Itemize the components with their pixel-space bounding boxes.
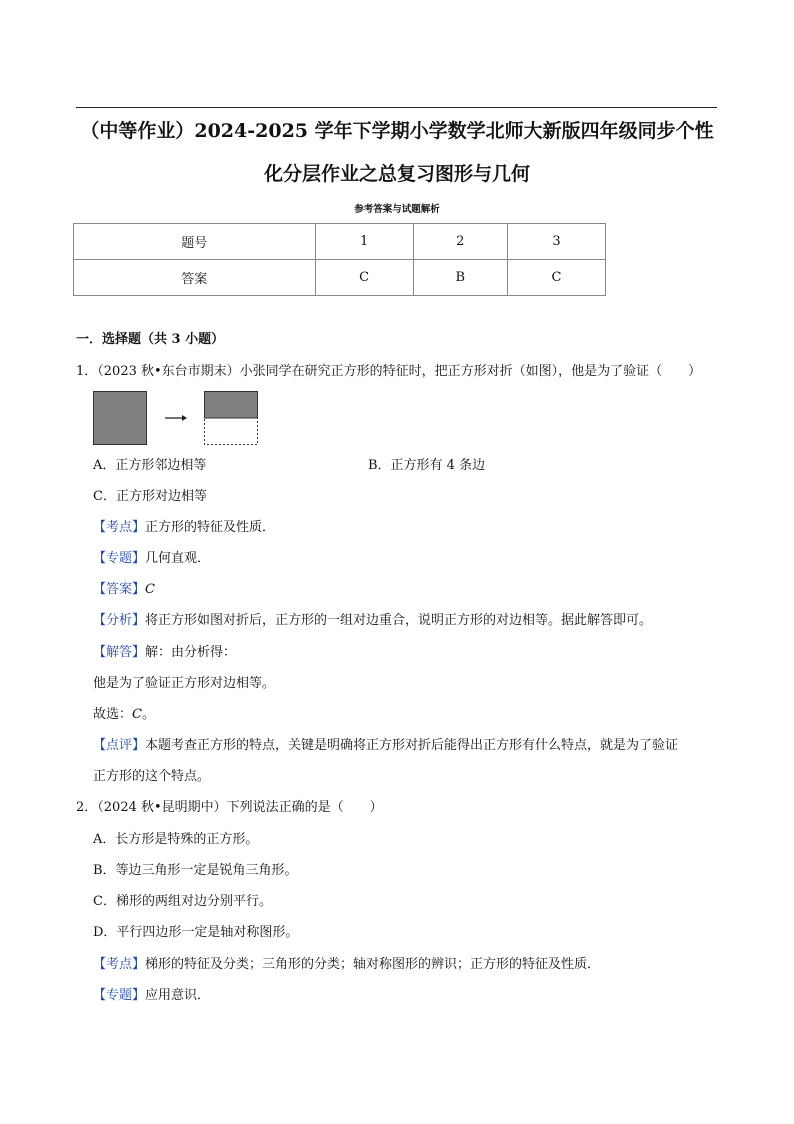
q2-option-d: D．平行四边形一定是轴对称图形。 — [93, 925, 299, 940]
zhuanti-text: 几何直观． — [145, 551, 211, 566]
kaodian-tag: 【考点】 — [93, 957, 146, 972]
q1-kaodian — [93, 518, 275, 538]
fenxi-tag: 【分析】 — [93, 613, 146, 628]
table-cell: C — [315, 260, 413, 296]
kaodian-text: 正方形的特征及性质． — [145, 520, 276, 535]
folded-bottom-half-dashed — [205, 418, 258, 445]
answer-table — [73, 223, 606, 296]
guxuan-value: C — [132, 707, 142, 722]
table-cell: 3 — [508, 224, 606, 260]
zhuanti-tag: 【专题】 — [93, 551, 146, 566]
title-line-2: 化分层作业之总复习图形与几何 — [263, 163, 530, 185]
q1-daan — [93, 580, 155, 600]
square-shape — [94, 392, 147, 445]
folded-top-half — [205, 392, 258, 419]
subtitle: 参考答案与试题解析 — [354, 204, 440, 215]
q1-stem: 1．（2023 秋•东台市期末）小张同学在研究正方形的特征时，把正方形对折（如图），他是为了验证（ ） — [76, 364, 702, 379]
q1-option-b: B．正方形有 4 条边 — [368, 458, 486, 473]
q1-fenxi — [93, 611, 652, 631]
q1-dianping-line2: 正方形的这个特点。 — [93, 769, 211, 784]
guxuan-prefix: 故选： — [93, 707, 133, 722]
q2-option-c: C．梯形的两组对边分别平行。 — [93, 894, 272, 909]
table-cell: 1 — [315, 224, 413, 260]
table-cell: 答案 — [74, 260, 316, 296]
zhuanti-tag: 【专题】 — [93, 988, 146, 1003]
q1-jieda-line2: 他是为了验证正方形对边相等。 — [93, 676, 276, 691]
daan-text: C — [145, 582, 155, 597]
jieda-text: 解：由分析得： — [145, 645, 237, 660]
dianping-text: 本题考查正方形的特点，关键是明确将正方形对折后能得出正方形有什么特点，就是为了验证 — [145, 738, 679, 753]
table-row — [74, 224, 606, 260]
zhuanti-text: 应用意识． — [145, 988, 211, 1003]
table-cell: 题号 — [74, 224, 316, 260]
q1-option-a: A．正方形邻边相等 — [93, 458, 207, 473]
table-row — [74, 260, 606, 296]
jieda-tag: 【解答】 — [93, 645, 146, 660]
section-heading: 一．选择题（共 3 小题） — [76, 332, 225, 347]
q2-kaodian — [93, 955, 600, 975]
q2-zhuanti — [93, 986, 210, 1006]
kaodian-text: 梯形的特征及分类；三角形的分类；轴对称图形的辨识；正方形的特征及性质． — [145, 957, 601, 972]
q1-jieda — [93, 643, 236, 663]
q1-zhuanti — [93, 549, 210, 569]
q2-option-b: B．等边三角形一定是锐角三角形。 — [93, 863, 298, 878]
fenxi-text: 将正方形如图对折后，正方形的一组对边重合，说明正方形的对边相等。据此解答即可。 — [145, 613, 653, 628]
guxuan-suffix: 。 — [141, 707, 155, 722]
q2-option-a: A．长方形是特殊的正方形。 — [93, 832, 259, 847]
q2-stem: 2．（2024 秋•昆明期中）下列说法正确的是（ ） — [76, 800, 383, 815]
table-cell: 2 — [413, 224, 507, 260]
q1-option-c: C．正方形对边相等 — [93, 489, 207, 504]
daan-tag: 【答案】 — [93, 582, 146, 597]
square-fold-figure — [90, 389, 265, 449]
q1-dianping — [93, 736, 678, 756]
arrow-head-icon — [182, 415, 187, 421]
title-line-1: （中等作业）2024-2025 学年下学期小学数学北师大新版四年级同步个性 — [80, 120, 714, 142]
q1-guxuan — [93, 705, 155, 725]
header-rule — [76, 107, 717, 108]
dianping-tag: 【点评】 — [93, 738, 146, 753]
table-cell: B — [413, 260, 507, 296]
table-cell: C — [508, 260, 606, 296]
kaodian-tag: 【考点】 — [93, 520, 146, 535]
